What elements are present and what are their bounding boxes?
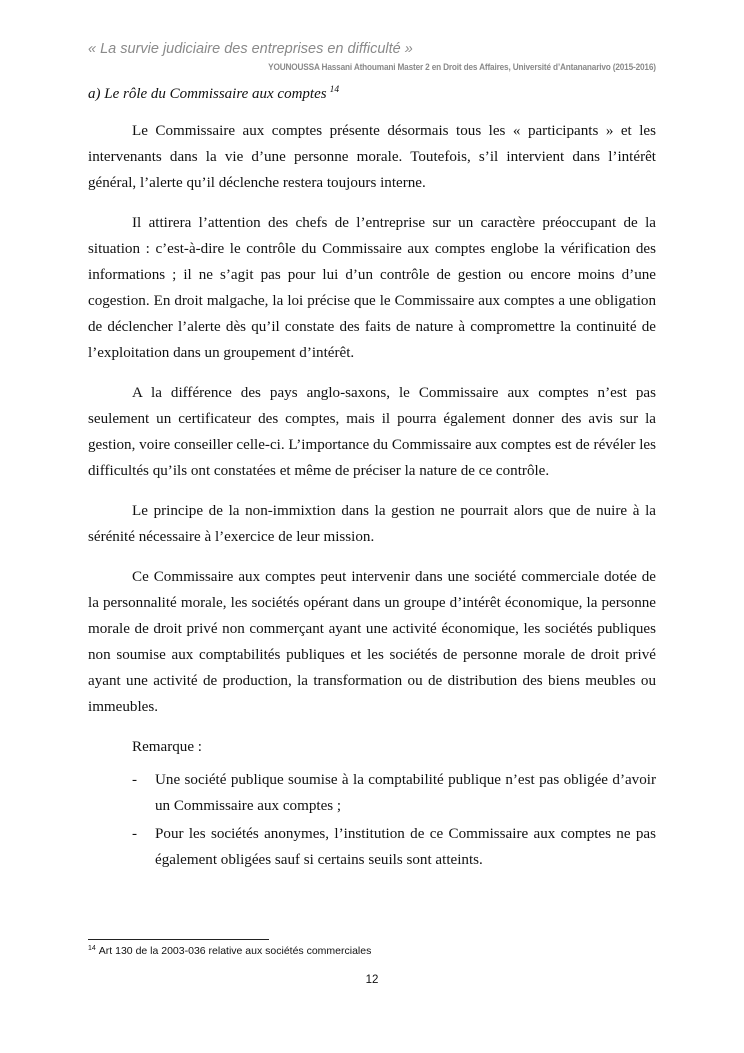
footnote-text: Art 130 de la 2003-036 relative aux sociétés commerciales — [98, 945, 372, 957]
list-bullet: - — [132, 826, 138, 842]
body-text — [88, 118, 656, 875]
paragraph: Le principe de la non-immixtion dans la gestion ne pourrait alors que de nuire à la sérénité nécessaire à l’exercice de leur mission. — [88, 503, 656, 545]
footnote-number: 14 — [88, 945, 96, 952]
page-number: 12 — [365, 974, 379, 986]
paragraph: Il attirera l’attention des chefs de l’entreprise sur un caractère préoccupant de la situation : c’est-à-dire le contrôle du Commissaire aux comptes englobe la vérification des informations ; il ne s’agit pas pour lui d’un contrôle de gestion ou encore moins d’une cogestion. En droit malgache, la loi précise que le Commissaire aux comptes a une obligation de déclencher l’alerte dès qu’il constate des faits de nature à compromettre la continuité de l’exploitation dans un groupement d’intérêt. — [88, 215, 656, 361]
running-header-title: « La survie judiciaire des entreprises en difficulté » — [88, 41, 413, 57]
footnote — [88, 945, 371, 957]
footnote-reference[interactable]: 14 — [329, 85, 340, 95]
footnote-divider — [88, 939, 269, 940]
list-item-text: Une société publique soumise à la comptabilité publique n’est pas obligée d’avoir un Commissaire aux comptes ; — [155, 772, 656, 814]
remark-label: Remarque : — [132, 739, 202, 755]
paragraph: Le Commissaire aux comptes présente désormais tous les « participants » et les intervenants dans la vie d’une personne morale. Toutefois, s’il intervient dans l’intérêt général, l’alerte qu’il déclenche restera toujours interne. — [88, 123, 656, 191]
list-bullet: - — [132, 772, 138, 788]
section-heading — [88, 85, 339, 103]
list-item — [88, 767, 656, 819]
paragraph: A la différence des pays anglo-saxons, le Commissaire aux comptes n’est pas seulement un certificateur des comptes, mais il pourra également donner des avis sur la gestion, voire conseiller celle-ci. L’importance du Commissaire aux comptes est de révéler les difficultés qu’ils ont constatées et même de préciser la nature de ce contrôle. — [88, 385, 656, 479]
section-heading-text: a) Le rôle du Commissaire aux comptes — [88, 86, 327, 102]
list-item — [88, 821, 656, 873]
running-header-author: YOUNOUSSA Hassani Athoumani Master 2 en Droit des Affaires, Université d’Antananarivo (2015-2016) — [268, 62, 656, 73]
paragraph: Ce Commissaire aux comptes peut intervenir dans une société commerciale dotée de la personnalité morale, les sociétés opérant dans un groupe d’intérêt économique, la personne morale de droit privé non commerçant ayant une activité économique, les sociétés publiques non soumise aux comptabilités publiques et les sociétés de personne morale de droit privé ayant une activité de production, la transformation ou de distribution des biens meubles ou immeubles. — [88, 569, 656, 715]
list-item-text: Pour les sociétés anonymes, l’institution de ce Commissaire aux comptes ne pas également obligées sauf si certains seuils sont atteints. — [155, 826, 656, 868]
remark-list — [88, 767, 656, 873]
